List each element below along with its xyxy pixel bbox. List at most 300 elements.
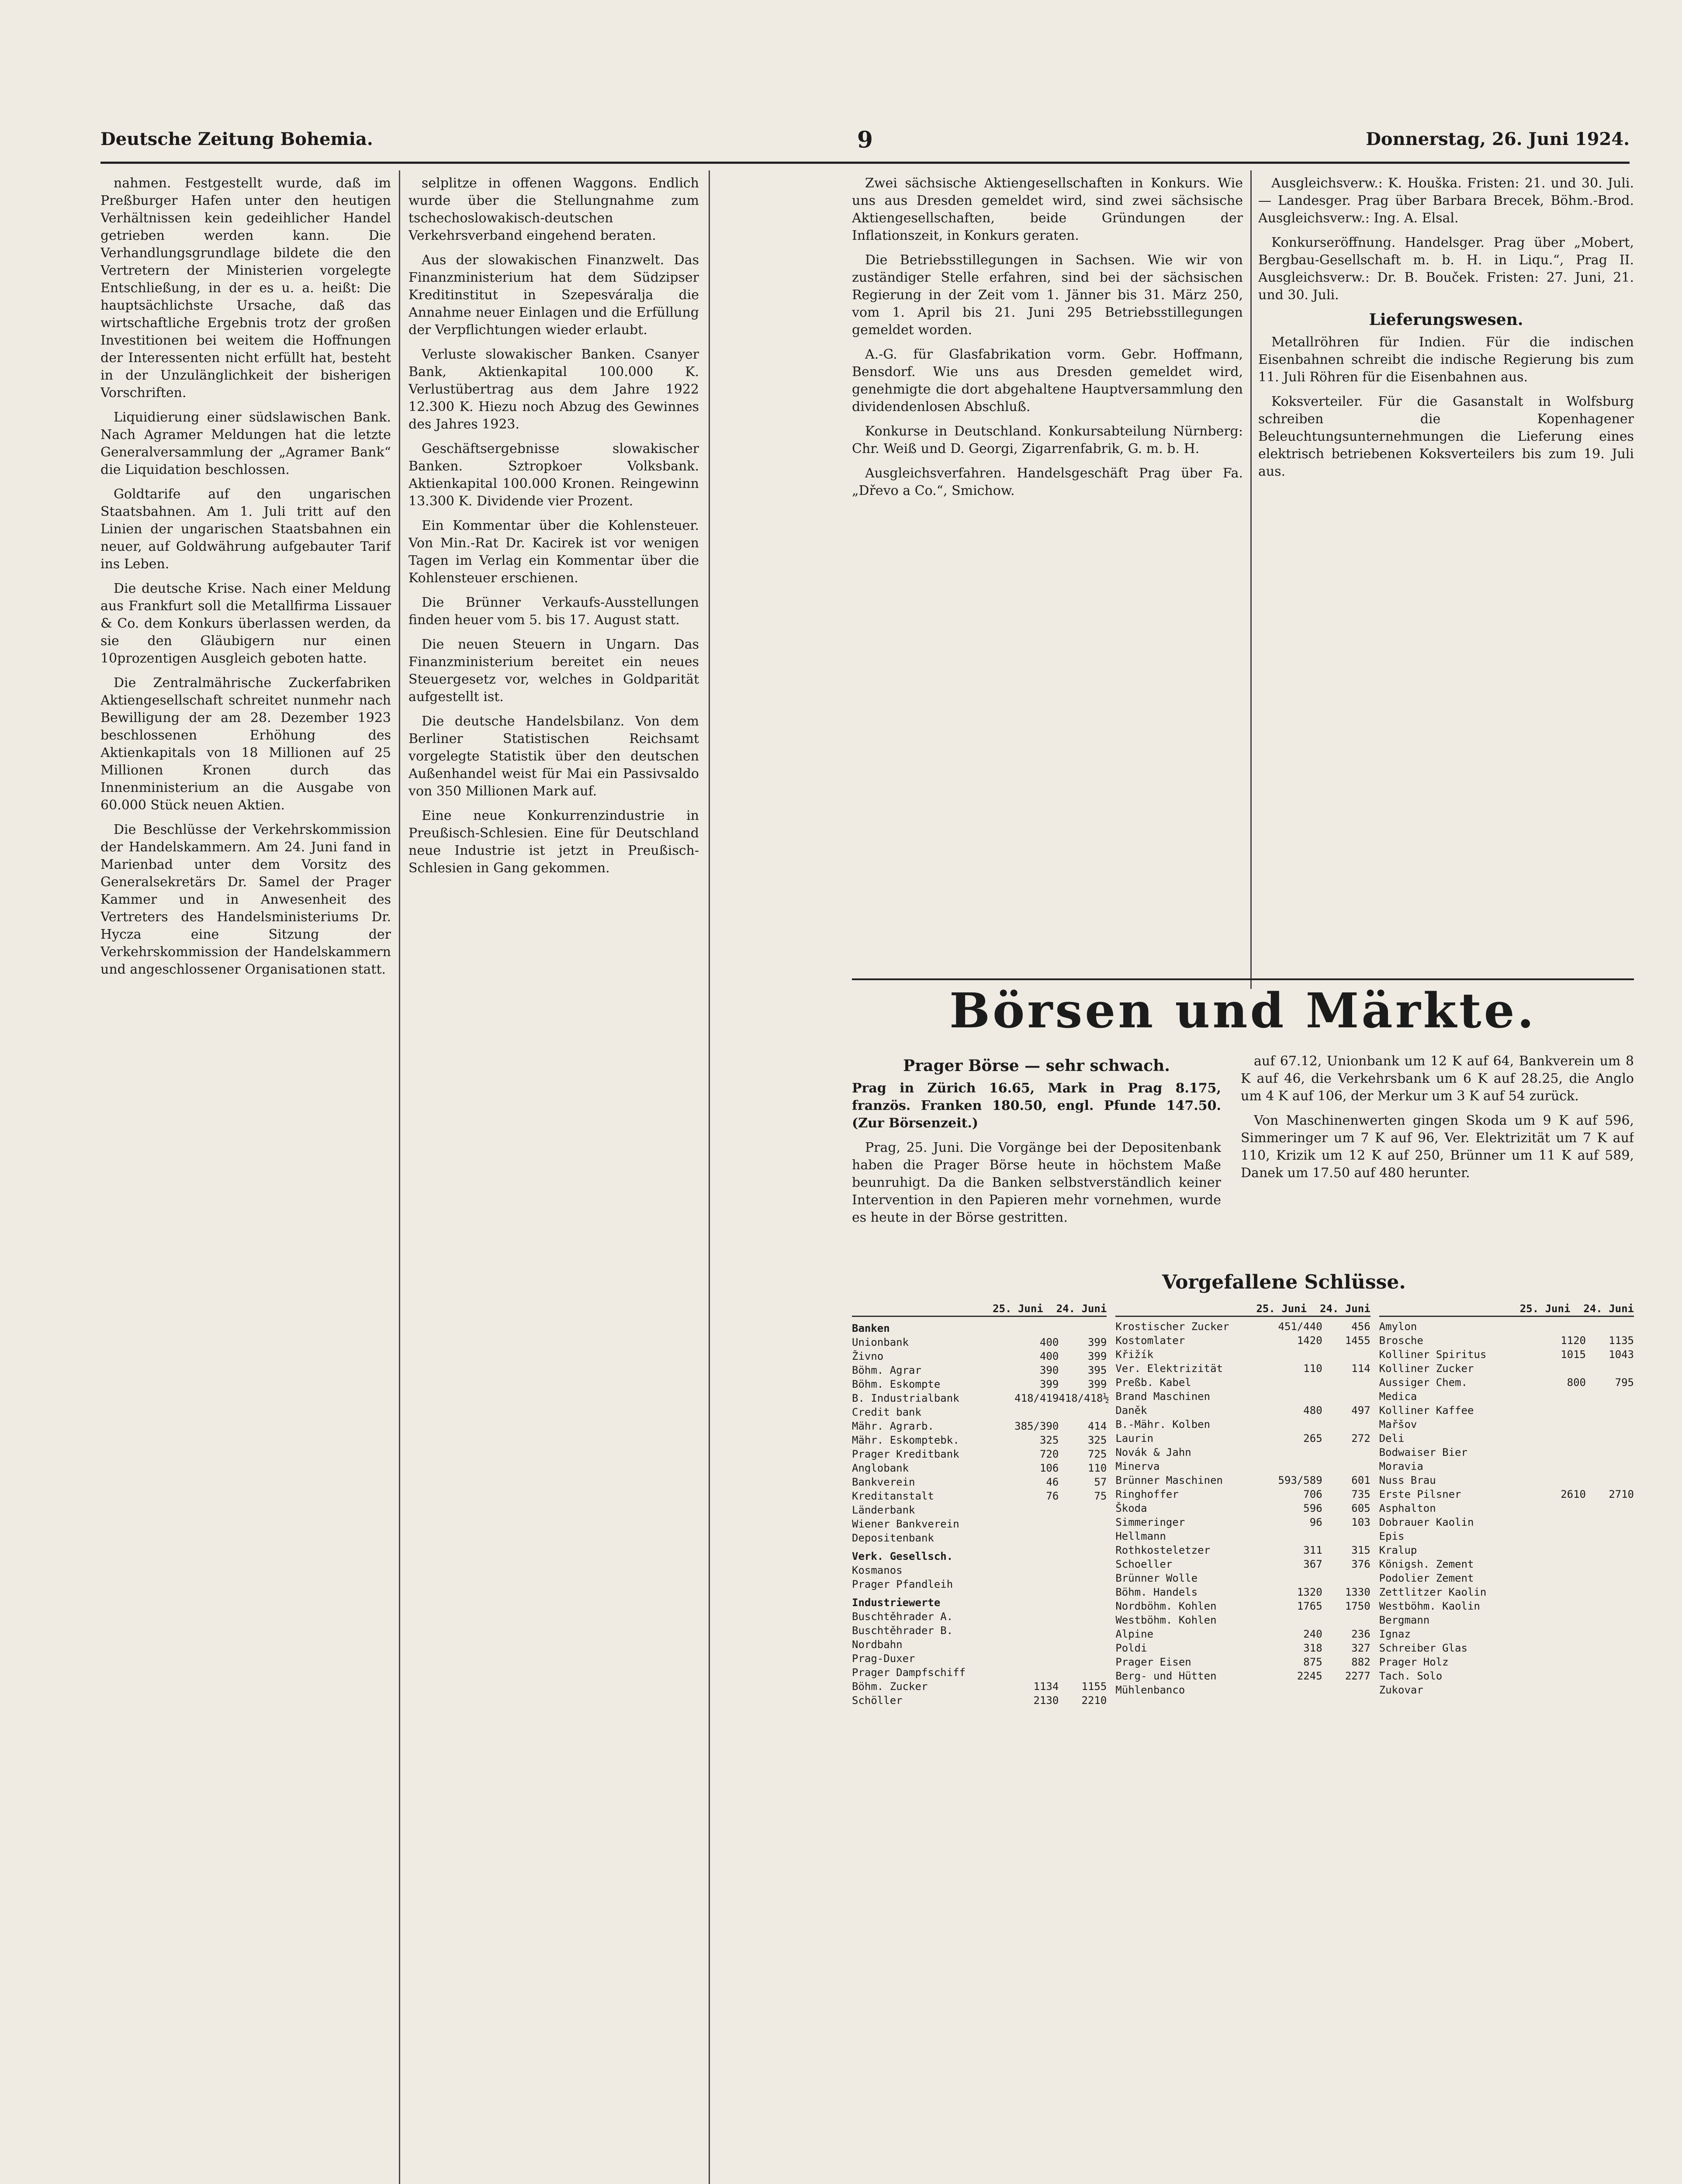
stock-row [852,1666,1107,1679]
stock-price-today [1011,1638,1059,1652]
stock-name: Prager Holz [1379,1656,1449,1668]
stock-price-previous: 2710 [1609,1488,1634,1500]
article-paragraph: Die neuen Steuern in Ungarn. Das Finanzministerium bereitet ein neues Steuergesetz vor, welches in Goldparität aufgestellt ist. [408,637,699,705]
stock-price-today [1538,1459,1586,1473]
article-paragraph: Liquidierung einer südslawischen Bank. Nach Agramer Meldungen hat die letzte Generalversammlung der „Agramer Bank“ die Liquidation beschlossen. [100,410,391,477]
stock-name: Daněk [1115,1404,1147,1417]
stock-price-today: 1015 [1561,1348,1586,1361]
article-paragraph: Die deutsche Krise. Nach einer Meldung aus Frankfurt soll die Metallfirma Lissauer & Co. dem Konkurs überlassen werden, da sie den Gläubigern nur einen 10prozentigen Ausgleich geboten hatte. [100,581,391,666]
stock-price-today [1274,1417,1322,1431]
stock-price-previous [1059,1503,1107,1517]
stock-row [852,1531,1107,1545]
stock-price-previous: 1043 [1609,1348,1634,1361]
stock-price-today: 800 [1567,1376,1586,1389]
stock-name: Živno [852,1350,884,1362]
stock-price-today: 418/419 [1014,1392,1059,1404]
stock-price-today [1538,1683,1586,1697]
stock-name: Mühlenbanco [1115,1684,1185,1696]
stock-price-previous [1059,1638,1107,1652]
stock-price-today [1274,1375,1322,1389]
stock-row [1115,1389,1370,1403]
stock-price-previous [1059,1624,1107,1638]
stock-price-previous: 110 [1087,1462,1107,1474]
article-paragraph: Ein Kommentar über die Kohlensteuer. Von Min.-Rat Dr. Kacirek ist vor wenigen Tagen im Verlag ein Kommentar über die Kohlensteuer erschienen. [408,518,699,586]
stock-name: Schoeller [1115,1558,1173,1570]
stock-row [1115,1417,1370,1431]
stock-row [1115,1613,1370,1627]
stock-price-today [1011,1405,1059,1419]
stock-name: Podolier Zement [1379,1572,1474,1584]
issue-date: Donnerstag, 26. Juni 1924. [1366,129,1630,149]
stock-price-today [1538,1320,1586,1334]
stock-price-previous [1322,1445,1371,1459]
stock-table-column [852,1302,1107,2184]
stock-name: Zukovar [1379,1684,1423,1696]
stock-row [852,1335,1107,1349]
stock-name: Böhm. Agrar [852,1364,921,1376]
stock-row [1115,1487,1370,1501]
stock-row [1379,1459,1634,1473]
stock-table-header [1379,1302,1634,1317]
stock-row [852,1693,1107,1707]
article-paragraph: Die Brünner Verkaufs-Ausstellungen finden heuer vom 5. bis 17. August statt. [408,595,699,628]
stock-row [1115,1375,1370,1389]
stock-row [852,1489,1107,1503]
stock-row [1379,1655,1634,1669]
stock-price-today: 390 [1039,1364,1059,1376]
article-paragraph: A.-G. für Glasfabrikation vorm. Gebr. Hoffmann, Bensdorf. Wie uns aus Dresden gemeldet wird, genehmigte die dort abgehaltene Hauptversammlung den dividendenlosen Abschluß. [852,347,1243,415]
article-column-1 [100,175,391,2184]
stock-price-today: 2130 [1033,1694,1059,1707]
stock-table-title: Vorgefallene Schlüsse. [1162,1271,1406,1293]
stock-row [1379,1627,1634,1641]
stock-price-today [1538,1529,1586,1543]
stock-name: Asphalton [1379,1502,1436,1514]
stock-price-today: 46 [1046,1476,1059,1488]
stock-row [1115,1655,1370,1669]
stock-price-previous [1586,1501,1634,1515]
stock-price-today: 400 [1039,1350,1059,1362]
stock-row [1115,1599,1370,1613]
stock-row [1115,1445,1370,1459]
stock-price-today [1011,1563,1059,1577]
stock-price-previous: 456 [1351,1320,1371,1333]
stock-name: Länderbank [852,1504,915,1516]
stock-price-today [1011,1624,1059,1638]
stock-price-today: 367 [1303,1558,1322,1570]
stock-price-today: 1320 [1297,1586,1322,1598]
stock-table [852,1302,1634,2184]
stock-table-header [852,1302,1107,1317]
stock-price-today: 385/390 [1014,1420,1059,1432]
stock-price-previous: 327 [1351,1642,1371,1654]
date-column-header: 25. Juni [1519,1303,1571,1315]
article-paragraph: Geschäftsergebnisse slowakischer Banken. Sztropkoer Volksbank. Aktienkapital 100.000 Kronen. Reingewinn 13.300 K. Dividende vier Prozent. [408,441,699,509]
stock-name: Kolliner Kaffee [1379,1404,1474,1417]
stock-row [852,1475,1107,1489]
stock-name: Novák & Jahn [1115,1446,1191,1458]
stock-price-today: 400 [1039,1336,1059,1348]
stock-name: Aussiger Chem. [1379,1376,1467,1389]
stock-row [1115,1348,1370,1362]
stock-row [1379,1599,1634,1613]
stock-name: Anglobank [852,1462,909,1474]
stock-name: Bodwaiser Bier [1379,1446,1467,1458]
stock-name: Buschtěhrader B. [852,1624,953,1637]
stock-price-today [1538,1445,1586,1459]
stock-price-previous [1322,1389,1371,1403]
stock-row [1115,1557,1370,1571]
stock-price-previous [1586,1417,1634,1431]
stock-name: Kralup [1379,1544,1417,1556]
stock-price-today: 720 [1039,1448,1059,1460]
article-paragraph: Konkurseröffnung. Handelsger. Prag über „Mobert, Bergbau-Gesellschaft m. b. H. in Liqu.“, Prag II. Ausgleichsverw.: Dr. B. Bouček. Fristen: 27. Juni, 21. und 30. Juli. [1258,235,1634,303]
stock-price-previous [1059,1531,1107,1545]
stock-price-today [1538,1655,1586,1669]
stock-price-previous: 272 [1351,1432,1371,1444]
stock-price-today: 106 [1039,1462,1059,1474]
stock-price-previous: 735 [1351,1488,1371,1500]
stock-price-today [1274,1459,1322,1473]
stock-row [1379,1473,1634,1487]
stock-name: Kreditanstalt [852,1490,934,1502]
stock-price-previous [1322,1459,1371,1473]
article-column-4 [1258,175,1634,989]
stock-price-today [1011,1517,1059,1531]
stock-price-previous: 1135 [1609,1334,1634,1347]
stock-price-previous [1586,1669,1634,1683]
stock-price-previous: 795 [1615,1376,1634,1389]
stock-name: Böhm. Eskompte [852,1378,941,1390]
market-summary: Prag in Zürich 16.65, Mark in Prag 8.175, französ. Franken 180.50, engl. Pfunde 147.50. (Zur Börsenzeit.) [852,1081,1221,1131]
article-paragraph: Die deutsche Handelsbilanz. Von dem Berliner Statistischen Reichsamt vorgelegte Statistik über den deutschen Außenhandel weist für Mai ein Passivsaldo von 350 Millionen Mark auf. [408,714,699,799]
stock-price-previous [1586,1529,1634,1543]
stock-row [852,1624,1107,1638]
stock-name: Kostomlater [1115,1334,1185,1347]
stock-price-previous: 2277 [1345,1670,1371,1682]
stock-name: Ringhoffer [1115,1488,1179,1500]
stock-name: Nuss Brau [1379,1474,1436,1486]
stock-row [1115,1669,1370,1683]
stock-name: Böhm. Handels [1115,1586,1198,1598]
stock-row [852,1363,1107,1377]
stock-price-previous: 725 [1087,1448,1107,1460]
stock-row [1115,1403,1370,1417]
date-column-header: 24. Juni [1583,1303,1634,1315]
stock-name: Minerva [1115,1460,1160,1472]
stock-price-previous: 395 [1087,1364,1107,1376]
stock-name: Mähr. Eskomptebk. [852,1434,959,1446]
stock-name: Laurin [1115,1432,1154,1444]
stock-name: Kosmanos [852,1564,903,1576]
stock-name: Simmeringer [1115,1516,1185,1528]
date-column-header: 24. Juni [1056,1303,1107,1315]
column-rule [1250,170,1252,989]
stock-price-previous [1322,1613,1371,1627]
stock-row [1379,1571,1634,1585]
stock-price-previous [1586,1543,1634,1557]
stock-price-previous [1586,1459,1634,1473]
stock-price-today [1538,1627,1586,1641]
stock-row [852,1461,1107,1475]
article-paragraph: Die Betriebsstillegungen in Sachsen. Wie wir von zuständiger Stelle erfahren, sind bei der sächsischen Regierung in der Zeit vom 1. Jänner bis 31. März 250, vom 1. April bis 21. Juni 295 Betriebsstillegungen gemeldet worden. [852,252,1243,338]
stock-price-today [1538,1585,1586,1599]
stock-price-previous [1586,1473,1634,1487]
stock-price-previous [1059,1577,1107,1591]
stock-name: B. Industrialbank [852,1392,959,1404]
stock-row [1115,1627,1370,1641]
stock-price-today [1538,1557,1586,1571]
article-paragraph: selplitze in offenen Waggons. Endlich wurde über die Stellungnahme zum tschechoslowakisch-deutschen Verkehrsverband eingehend beraten. [408,176,699,243]
stock-name: Ver. Elektrizität [1115,1362,1223,1375]
stock-price-today [1538,1417,1586,1431]
stock-price-previous [1322,1529,1371,1543]
stock-price-previous: 1330 [1345,1586,1371,1598]
stock-name: Mähr. Agrarb. [852,1420,934,1432]
stock-price-today: 480 [1303,1404,1322,1417]
stock-row [1379,1375,1634,1389]
stock-price-previous [1586,1655,1634,1669]
stock-name: Prager Eisen [1115,1656,1191,1668]
stock-name: Schöller [852,1694,903,1707]
stock-row [1379,1362,1634,1375]
stock-name: Berg- und Hütten [1115,1670,1217,1682]
stock-price-previous [1586,1599,1634,1613]
stock-row [852,1433,1107,1447]
stock-name: Unionbank [852,1336,909,1348]
stock-price-today [1011,1531,1059,1545]
stock-row [852,1563,1107,1577]
article-paragraph: Eine neue Konkurrenzindustrie in Preußisch-Schlesien. Eine für Deutschland neue Industrie ist jetzt in Preußisch-Schlesien in Gang gekommen. [408,808,699,876]
stock-name: Nordbahn [852,1638,903,1651]
stock-name: Erste Pilsner [1379,1488,1461,1500]
stock-row [852,1349,1107,1363]
stock-row [1115,1515,1370,1529]
stock-row [1379,1334,1634,1348]
date-column-header: 24. Juni [1320,1303,1371,1315]
stock-row [1115,1362,1370,1375]
stock-name: Königsh. Zement [1379,1558,1474,1570]
stock-price-today: 318 [1303,1642,1322,1654]
stock-row [852,1447,1107,1461]
article-paragraph: Von Maschinenwerten gingen Skoda um 9 K auf 596, Simmeringer um 7 K auf 96, Ver. Elektrizität um 7 K auf 110, Krizik um 12 K auf 250, Brünner um 11 K auf 589, Danek um 17.50 auf 480 herunter. [1241,1113,1634,1181]
stock-row [1379,1389,1634,1403]
stock-price-today: 311 [1303,1544,1322,1556]
stock-price-previous: 2210 [1081,1694,1107,1707]
stock-row [1379,1515,1634,1529]
article-paragraph: auf 67.12, Unionbank um 12 K auf 64, Bankverein um 8 K auf 46, die Verkehrsbank um 6 K auf 28.25, die Anglo um 4 K auf 106, der Merkur um 3 K auf 54 zurück. [1241,1054,1634,1104]
stock-name: Tach. Solo [1379,1670,1443,1682]
stock-price-today [1011,1610,1059,1624]
stock-row [1379,1613,1634,1627]
stock-row [1379,1641,1634,1655]
stock-price-today: 76 [1046,1490,1059,1502]
article-paragraph: Koksverteiler. Für die Gasanstalt in Wolfsburg schreiben die Kopenhagener Beleuchtungsunternehmungen die Lieferung eines elektrisch betriebenen Koksverteilers bis zum 19. Juli aus. [1258,394,1634,479]
stock-name: Brünner Wolle [1115,1572,1198,1584]
market-report-right [1241,1053,1634,1262]
stock-name: Kolliner Spiritus [1379,1348,1487,1361]
stock-row [852,1377,1107,1391]
stock-name: Westböhm. Kaolin [1379,1600,1480,1612]
stock-name: Prager Dampfschiff [852,1666,966,1679]
section-title-boersen: Börsen und Märkte. [852,978,1634,1041]
stock-price-today: 451/440 [1278,1320,1322,1333]
stock-price-today: 399 [1039,1378,1059,1390]
stock-name: Křižík [1115,1348,1154,1361]
stock-price-previous [1586,1389,1634,1403]
stock-row [1379,1557,1634,1571]
stock-row [852,1503,1107,1517]
article-paragraph: Die Zentralmährische Zuckerfabriken Aktiengesellschaft schreitet nunmehr nach Bewilligung der am 28. Dezember 1923 beschlossenen Erhöhung des Aktienkapitals von 18 Millionen auf 25 Millionen Kronen durch das Innenministerium an die Ausgabe von 60.000 Stück neuen Aktien. [100,675,391,813]
stock-price-previous: 418/418½ [1059,1392,1109,1404]
stock-price-previous [1586,1445,1634,1459]
stock-row [1379,1543,1634,1557]
stock-price-previous: 315 [1351,1544,1371,1556]
stock-price-previous [1586,1515,1634,1529]
stock-name: Medica [1379,1390,1417,1403]
stock-price-previous [1322,1348,1371,1362]
stock-price-today: 2245 [1297,1670,1322,1682]
stock-row [852,1391,1107,1405]
article-paragraph: Prag, 25. Juni. Die Vorgänge bei der Depositenbank haben die Prager Börse heute in höchstem Maße beunruhigt. Da die Banken selbstverständlich keiner Intervention in den Papieren mehr vornehmen, wurde es heute in der Börse gestritten. [852,1140,1221,1225]
stock-row [1379,1683,1634,1697]
stock-price-today [1538,1669,1586,1683]
stock-price-today: 1134 [1033,1680,1059,1693]
stock-name: Epis [1379,1530,1405,1542]
article-paragraph: Aus der slowakischen Finanzwelt. Das Finanzministerium hat dem Südzipser Kreditinstitut in Szepesváralja die Annahme neuer Einlagen und die Erfüllung der Verpflichtungen wieder erlaubt. [408,252,699,338]
stock-price-previous: 605 [1351,1502,1371,1514]
stock-price-previous [1586,1585,1634,1599]
article-paragraph: Die Beschlüsse der Verkehrskommission der Handelskammern. Am 24. Juni fand in Marienbad unter dem Vorsitz des Generalsekretärs Dr. Samel der Prager Kammer und in Anwesenheit des Vertreters des Handelsministeriums Dr. Hycza eine Sitzung der Verkehrskommission der Handelskammern und angeschlossener Organisationen statt. [100,822,391,977]
stock-name: Krostischer Zucker [1115,1320,1229,1333]
article-column-3 [852,175,1243,989]
stock-row [1115,1459,1370,1473]
stock-price-previous: 497 [1351,1404,1371,1417]
stock-row [852,1419,1107,1433]
stock-name: Brosche [1379,1334,1423,1347]
article-paragraph: Ausgleichsverw.: K. Houška. Fristen: 21. und 30. Juli. — Landesger. Prag über Barbara Brecek, Böhm.-Brod. Ausgleichsverw.: Ing. A. Elsal. [1258,176,1634,226]
stock-price-previous [1059,1517,1107,1531]
stock-price-previous: 1455 [1345,1334,1371,1347]
date-column-header: 25. Juni [993,1303,1043,1315]
stock-name: Böhm. Zucker [852,1680,928,1693]
stock-table-column [1379,1302,1634,2184]
stock-row [1115,1431,1370,1445]
article-paragraph: Verluste slowakischer Banken. Csanyer Bank, Aktienkapital 100.000 K. Verlustübertrag aus dem Jahre 1922 12.300 K. Hiezu noch Abzug des Gewinnes des Jahres 1923. [408,347,699,432]
stock-price-today: 2610 [1561,1488,1586,1500]
stock-group-heading: Verk. Gesellsch. [852,1550,953,1562]
stock-name: Brand Maschinen [1115,1390,1211,1403]
stock-row [1379,1417,1634,1431]
stock-price-today [1011,1666,1059,1679]
article-paragraph: Ausgleichsverfahren. Handelsgeschäft Prag über Fa. „Dřevo a Co.“, Smichow. [852,466,1243,498]
stock-price-previous: 103 [1351,1516,1371,1528]
stock-name: Dobrauer Kaolin [1379,1516,1474,1528]
stock-price-previous: 399 [1087,1350,1107,1362]
stock-price-previous [1322,1683,1371,1697]
stock-row [1379,1501,1634,1515]
stock-price-today [1274,1571,1322,1585]
stock-price-today: 593/589 [1278,1474,1322,1486]
stock-name: Credit bank [852,1406,921,1418]
stock-row [1379,1487,1634,1501]
column-rule [709,170,710,2184]
article-paragraph: Zwei sächsische Aktiengesellschaften in Konkurs. Wie uns aus Dresden gemeldet wird, sind zwei sächsische Aktiengesellschaften, beide Gründungen der Inflationszeit, in Konkurs geraten. [852,176,1243,243]
stock-price-today [1538,1599,1586,1613]
stock-row [1115,1585,1370,1599]
stock-name: Deli [1379,1432,1405,1444]
stock-price-previous: 325 [1087,1434,1107,1446]
column-rule [399,170,400,2184]
stock-name: Poldi [1115,1642,1147,1654]
stock-name: Brünner Maschinen [1115,1474,1223,1486]
stock-price-previous [1586,1683,1634,1697]
page-header [100,127,1630,164]
stock-name: Bergmann [1379,1614,1430,1626]
stock-price-today [1011,1577,1059,1591]
stock-row [852,1577,1107,1591]
stock-price-previous: 399 [1087,1336,1107,1348]
stock-price-previous [1586,1557,1634,1571]
stock-price-previous [1322,1375,1371,1389]
stock-price-today: 265 [1303,1432,1322,1444]
stock-name: Preßb. Kabel [1115,1376,1191,1389]
stock-price-previous: 376 [1351,1558,1371,1570]
stock-row [852,1679,1107,1693]
stock-row [1115,1334,1370,1348]
stock-row [1115,1683,1370,1697]
stock-price-previous [1059,1405,1107,1419]
stock-price-previous: 114 [1351,1362,1371,1375]
stock-name: Kolliner Zucker [1379,1362,1474,1375]
stock-price-previous: 75 [1094,1490,1107,1502]
stock-name: Wiener Bankverein [852,1518,959,1530]
stock-price-today [1538,1543,1586,1557]
stock-row [1379,1431,1634,1445]
stock-row [1379,1445,1634,1459]
stock-table-header [1115,1302,1370,1317]
market-report-left [852,1053,1221,1262]
stock-name: Moravia [1379,1460,1423,1472]
date-column-header: 25. Juni [1256,1303,1307,1315]
stock-price-previous: 57 [1094,1476,1107,1488]
stock-price-previous: 399 [1087,1378,1107,1390]
stock-price-previous [1586,1627,1634,1641]
stock-price-today [1538,1473,1586,1487]
stock-name: Nordböhm. Kohlen [1115,1600,1217,1612]
stock-name: Alpine [1115,1628,1154,1640]
stock-name: Hellmann [1115,1530,1166,1542]
stock-price-previous [1059,1610,1107,1624]
section-heading: Lieferungswesen. [1369,311,1523,329]
stock-price-today [1538,1641,1586,1655]
stock-price-previous [1059,1652,1107,1666]
stock-name: Prager Pfandleih [852,1578,953,1590]
stock-price-today: 1420 [1297,1334,1322,1347]
stock-name: Mařšov [1379,1418,1417,1431]
stock-price-previous: 882 [1351,1656,1371,1668]
newspaper-title: Deutsche Zeitung Bohemia. [100,129,373,149]
stock-price-previous [1586,1403,1634,1417]
stock-price-today: 240 [1303,1628,1322,1640]
stock-price-today [1538,1403,1586,1417]
stock-row [1379,1529,1634,1543]
article-paragraph: Goldtarife auf den ungarischen Staatsbahnen. Am 1. Juli tritt auf den Linien der ungarischen Staatsbahnen ein neuer, auf Goldwährung aufgebauter Tarif ins Leben. [100,487,391,572]
stock-name: Škoda [1115,1502,1147,1514]
stock-row [1115,1501,1370,1515]
stock-price-today [1538,1501,1586,1515]
stock-price-today [1011,1652,1059,1666]
